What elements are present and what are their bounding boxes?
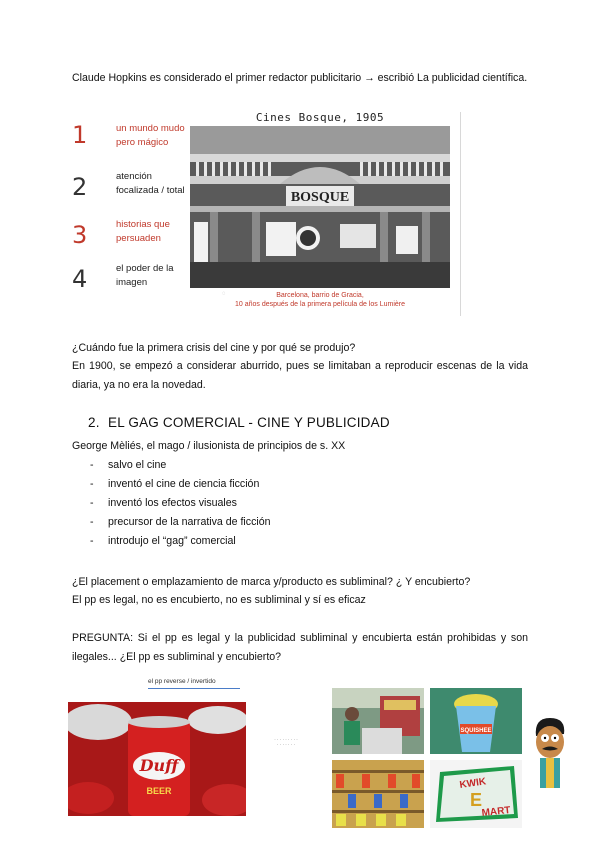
slide-item-number: 3 <box>72 221 88 249</box>
question-2: ¿El placement o emplazamiento de marca y/producto es subliminal? ¿ Y encubierto? <box>72 576 471 588</box>
duff-beer-image <box>68 702 246 816</box>
photo-caption <box>190 291 450 309</box>
question-3: PREGUNTA: Si el pp es legal y la publicidad subliminal y encubierta están prohibidas y son ilegales... ¿El pp es subliminal y encubierto? <box>72 632 528 663</box>
cinema-sign-text: BOSQUE <box>290 190 350 205</box>
list-item: - inventó los efectos visuales <box>90 497 237 509</box>
caption-line-1: Barcelona, barrio de Gracia, <box>276 292 364 299</box>
section-heading <box>88 415 390 430</box>
slide-item-4 <box>72 262 190 302</box>
slide-item-line2: imagen <box>116 277 148 288</box>
list-item: - precursor de la narrativa de ficción <box>90 516 271 528</box>
cinema-photo <box>190 126 450 288</box>
list-item-text: introdujo el “gag” comercial <box>108 535 236 547</box>
apu-cartoon-image <box>528 716 570 790</box>
intro-paragraph: Claude Hopkins es considerado el primer redactor publicitario → escribió La publicidad científica. <box>72 72 528 84</box>
duff-sub-text: BEER <box>146 786 172 796</box>
melies-intro: George Mèliés, el mago / ilusionista de principios de s. XX <box>72 440 346 452</box>
list-item: - salvo el cine <box>90 459 167 471</box>
duff-brand-text: Duff <box>139 756 179 775</box>
slide-divider <box>460 112 461 316</box>
photo-title: Cines Bosque, 1905 <box>255 111 385 124</box>
question-1: ¿Cuándo fue la primera crisis del cine y por qué se produjo? <box>72 342 356 354</box>
list-item-text: salvo el cine <box>108 459 167 471</box>
kwik-mart-text: MART <box>481 805 512 819</box>
kwik-e-mart-sign <box>430 760 522 828</box>
kwik-e-text: E <box>470 790 483 810</box>
cinema-building-illustration <box>190 126 450 288</box>
slide-item-line1: historias que <box>116 219 170 230</box>
answer-1: En 1900, se empezó a considerar aburrido, pues se limitaban a reproducir escenas de la vida diaria, ya no era la novedad. <box>72 360 528 391</box>
tiny-note: · · · · · · · · · · · · · · · · <box>274 737 298 747</box>
section-title: EL GAG COMERCIAL - CINE Y PUBLICIDAD <box>108 415 390 430</box>
list-item-text: precursor de la narrativa de ficción <box>108 516 271 528</box>
store-shelves-photo <box>332 760 424 828</box>
list-item-text: inventó el cine de ciencia ficción <box>108 478 260 490</box>
slide-item-1 <box>72 122 190 162</box>
logo-icon: ◌ <box>222 291 226 297</box>
slide-item-line1: atención <box>116 171 152 182</box>
slide-item-line2: pero mágico <box>116 137 169 148</box>
squishee-label: SQUISHEE <box>460 728 492 734</box>
list-item-text: inventó los efectos visuales <box>108 497 237 509</box>
answer-2: El pp es legal, no es encubierto, no es subliminal y sí es eficaz <box>72 594 366 606</box>
caption-line-2: 10 años después de la primera película de los Lumière <box>234 301 406 308</box>
slide-item-line1: un mundo mudo <box>116 123 185 134</box>
store-clerk-photo <box>332 688 424 754</box>
kwik-text: KWIK <box>458 776 487 791</box>
slide-item-line1: el poder de la <box>116 263 174 274</box>
slide-item-number: 2 <box>72 173 88 201</box>
slide-item-line2: focalizada / total <box>116 185 185 196</box>
list-item: - introdujo el “gag” comercial <box>90 535 236 547</box>
slide-item-3 <box>72 218 190 258</box>
list-item: - inventó el cine de ciencia ficción <box>90 478 260 490</box>
slide-item-number: 1 <box>72 121 88 149</box>
slide-item-2 <box>72 170 190 210</box>
slide-item-line2: persuaden <box>116 233 161 244</box>
slide-item-number: 4 <box>72 265 88 293</box>
section-number: 2. <box>88 415 100 430</box>
small-label: el pp reverse / invertido <box>148 678 216 685</box>
squishee-photo <box>430 688 522 754</box>
small-label-underline <box>148 688 240 689</box>
